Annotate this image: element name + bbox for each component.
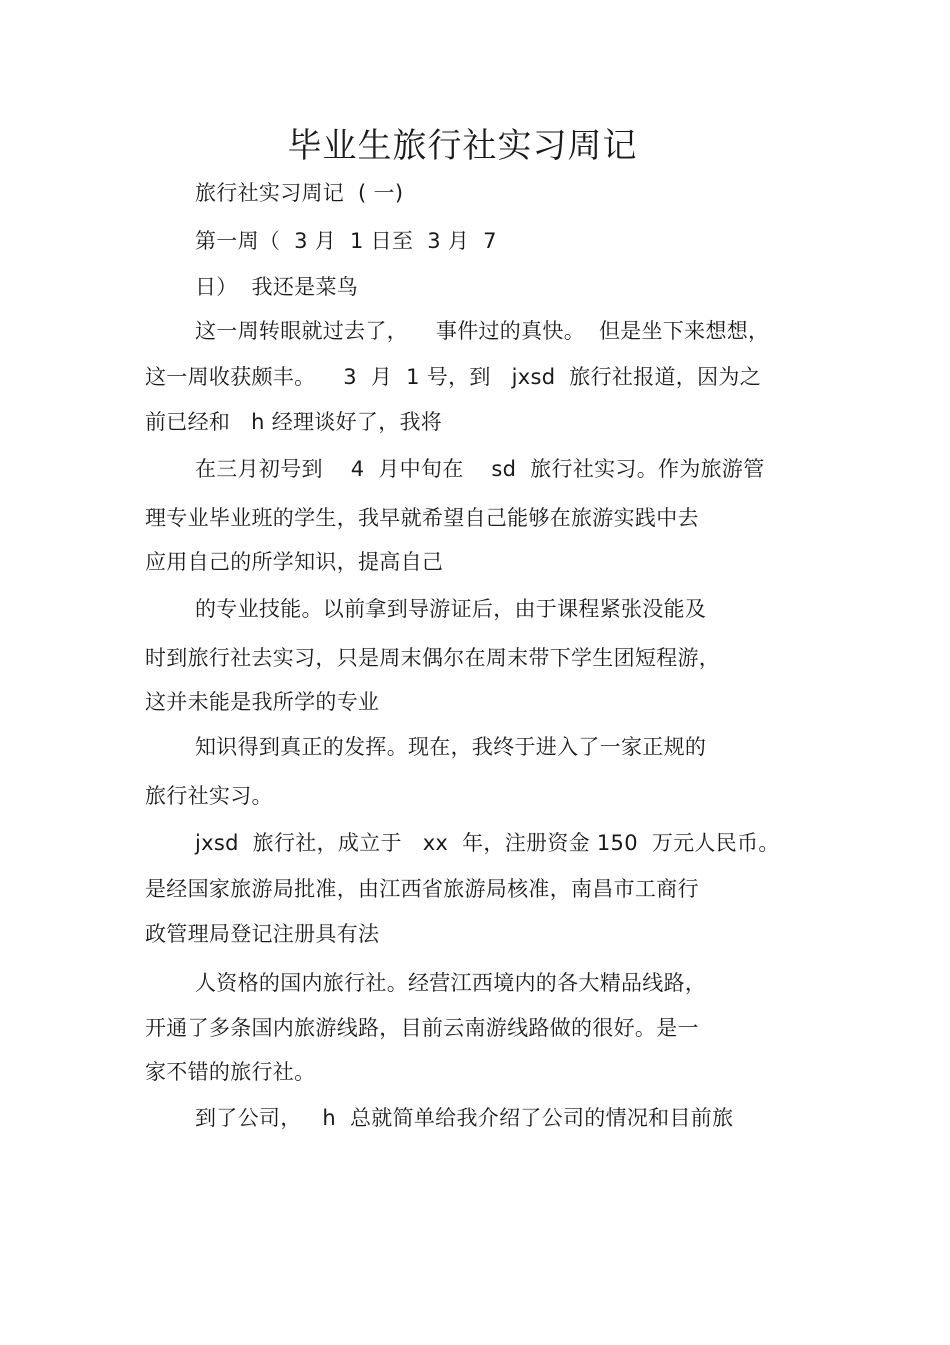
text-line: 这一周收获颇丰。 3 月 1 号，到 jxsd 旅行社报道，因为之 bbox=[145, 365, 762, 389]
text-line: 是经国家旅游局批准，由江西省旅游局核准，南昌市工商行 bbox=[145, 877, 699, 901]
text-line: 的专业技能。以前拿到导游证后，由于课程紧张没能及 bbox=[195, 597, 707, 621]
text-line: 理专业毕业班的学生，我早就希望自己能够在旅游实践中去 bbox=[145, 506, 699, 530]
text-line: 旅行社实习。 bbox=[145, 784, 273, 808]
text-line: 前已经和 h 经理谈好了，我将 bbox=[145, 410, 443, 434]
text-line: 旅行社实习周记 ( 一) bbox=[195, 181, 404, 205]
text-line: 家不错的旅行社。 bbox=[145, 1060, 316, 1084]
text-line: 时到旅行社去实习，只是周末偶尔在周末带下学生团短程游， bbox=[145, 646, 721, 670]
text-line: 开通了多条国内旅游线路，目前云南游线路做的很好。是一 bbox=[145, 1016, 699, 1040]
text-line: 人资格的国内旅行社。经营江西境内的各大精品线路， bbox=[195, 971, 707, 995]
text-line: 日） 我还是菜鸟 bbox=[195, 275, 359, 299]
document-title: 毕业生旅行社实习周记 bbox=[287, 126, 638, 166]
text-line: 这一周转眼就过去了， 事件过的真快。 但是坐下来想想， bbox=[195, 319, 770, 343]
text-line: 知识得到真正的发挥。现在，我终于进入了一家正规的 bbox=[195, 735, 707, 759]
text-line: 应用自己的所学知识，提高自己 bbox=[145, 550, 444, 574]
text-line: jxsd 旅行社，成立于 xx 年，注册资金 150 万元人民币。 bbox=[195, 831, 780, 855]
text-line: 政管理局登记注册具有法 bbox=[145, 922, 380, 946]
text-line: 这并未能是我所学的专业 bbox=[145, 690, 380, 714]
text-line: 在三月初号到 4 月中旬在 sd 旅行社实习。作为旅游管 bbox=[195, 457, 765, 481]
text-line: 到了公司， h 总就简单给我介绍了公司的情况和目前旅 bbox=[195, 1106, 734, 1130]
text-line: 第一周（ 3 月 1 日至 3 月 7 bbox=[195, 229, 497, 253]
